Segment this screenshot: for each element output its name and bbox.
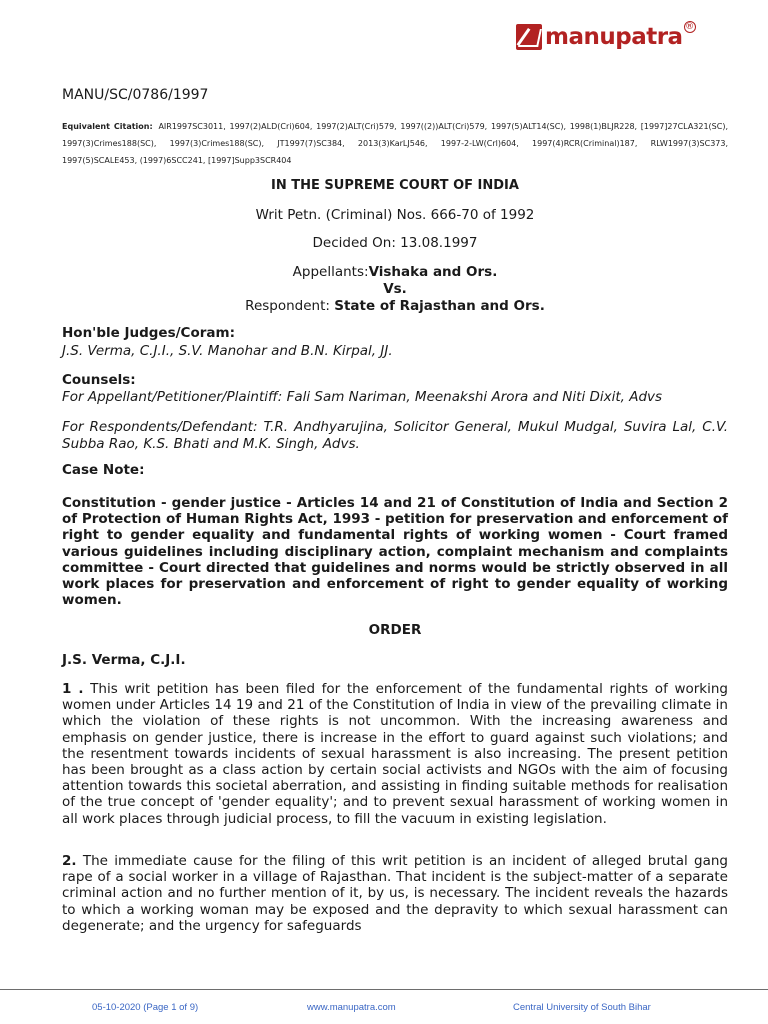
judges-heading: Hon'ble Judges/Coram: [62,325,235,341]
case-note-text: Constitution - gender justice - Articles 14 and 21 of Constitution of India and Section 2 of Protection of Human Rights Act, 1993 - petition for preservation and enforcement of right to gender equality and fundamental rights of working women - Court framed various guidelines including disciplinary action, complaint mechanism and complaints committee - Court directed that guidelines and norms would be strictly observed in all work places for preservation and enforcement of right to gender equality of working women. [62,495,728,609]
appellants-label: Appellants: [292,264,369,280]
footer-institution: Central University of South Bihar [513,1002,651,1013]
order-heading: ORDER [368,622,422,638]
paragraph-1 [62,681,728,827]
judges-names: J.S. Verma, C.J.I., S.V. Manohar and B.N. Kirpal, JJ. [62,343,393,359]
appellants-line [62,264,728,281]
manu-citation-id: MANU/SC/0786/1997 [62,87,209,103]
respondent-name: State of Rajasthan and Ors. [334,298,545,314]
footer-site-link[interactable]: www.manupatra.com [307,1002,396,1013]
registered-mark: ® [685,22,695,32]
respondent-label: Respondent: [245,298,335,314]
parties [62,264,728,315]
appellants-name: Vishaka and Ors. [368,264,498,280]
footer-page-info: 05-10-2020 (Page 1 of 9) [92,1002,199,1013]
paragraph-2-number: 2. [62,853,77,869]
case-note-heading: Case Note: [62,462,145,478]
versus [62,281,728,298]
manupatra-logo-icon [516,24,542,50]
equivalent-citation-text: AIR1997SC3011, 1997(2)ALD(Cri)604, 1997(2)ALT(Cri)579, 1997((2))ALT(Cri)579, 1997(5)ALT14(SC), 1998(1)BLJR228, [1997]27CLA321(SC), 1997(3)Crimes188(SC), 1997(3)Crimes188(SC), JT1997(7)SC384, 2013(3)KarLJ546, 1997-2-LW(Crl)604, 1997(4)RCR(Criminal)187, RLW1997(3)SC373, 1997(5)SCALE453, (1997)6SCC241, [1997]Supp3SCR404 [62,122,729,165]
footer-divider [0,989,768,990]
counsels-heading: Counsels: [62,372,136,388]
appellant-counsel: For Appellant/Petitioner/Plaintiff: Fali Sam Nariman, Meenakshi Arora and Niti Dixit, Advs [62,389,663,405]
decision-date: Decided On: 13.08.1997 [312,235,478,251]
petition-number: Writ Petn. (Criminal) Nos. 666-70 of 1992 [255,207,535,223]
paragraph-1-number: 1 . [62,681,84,697]
order-judge: J.S. Verma, C.J.I. [62,652,186,668]
logo-text: manupatra [545,24,683,50]
court-name: IN THE SUPREME COURT OF INDIA [271,178,519,193]
manupatra-logo [516,24,696,50]
paragraph-1-text: This writ petition has been filed for the enforcement of the fundamental rights of working women under Articles 14 19 and 21 of the Constitution of India in view of the prevailing climate in which the violation of these rights is not uncommon. With the increasing awareness and emphasis on gender justice, there is increase in the effort to guard against such violations; and the resentment towards incidents of sexual harassment is also increasing. The present petition has been brought as a class action by certain social activists and NGOs with the aim of focusing attention towards this societal aberration, and assisting in finding suitable methods for realisation of the true concept of 'gender equality'; and to prevent sexual harassment of working women in all work places through judicial process, to fill the vacuum in existing legislation. [62,681,728,827]
respondent-line [62,298,728,315]
respondent-counsel: For Respondents/Defendant: T.R. Andhyarujina, Solicitor General, Mukul Mudgal, Suvira Lal, C.V. Subba Rao, K.S. Bhati and M.K. Singh, Advs. [62,419,728,452]
equivalent-citation [62,118,728,169]
paragraph-2-text: The immediate cause for the filing of this writ petition is an incident of alleged brutal gang rape of a social worker in a village of Rajasthan. That incident is the subject-matter of a separate criminal action and no further mention of it, by us, is necessary. The incident reveals the hazards to which a working woman may be exposed and the depravity to which sexual harassment can degenerate; and the urgency for safeguards [62,853,728,934]
equivalent-citation-label: Equivalent Citation: [62,122,153,131]
versus-text: Vs. [383,281,407,297]
paragraph-2 [62,853,728,934]
